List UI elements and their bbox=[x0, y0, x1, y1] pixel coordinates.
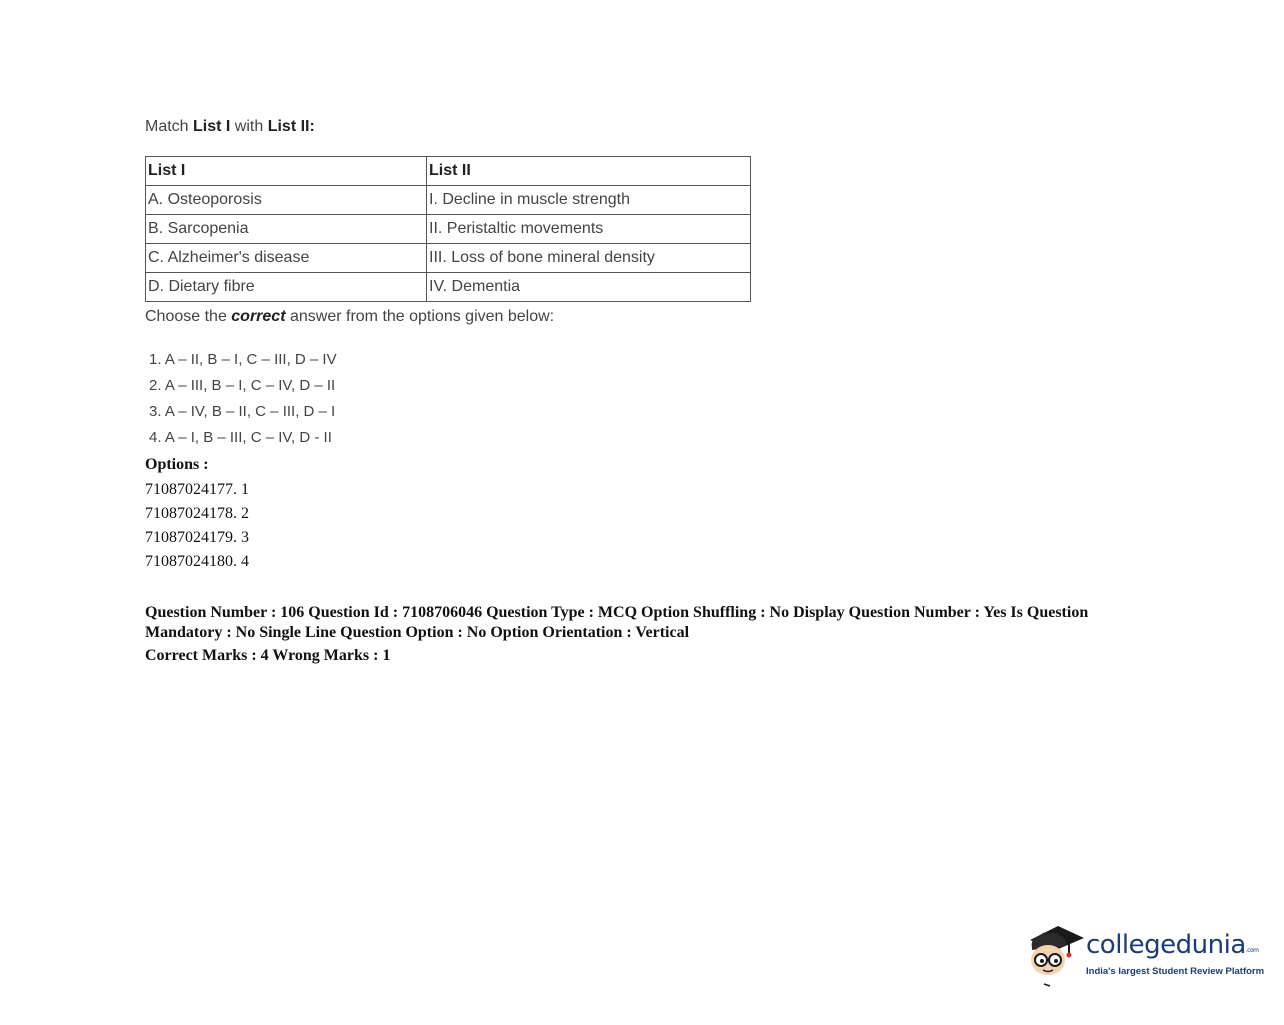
logo-suffix: .com bbox=[1245, 947, 1259, 954]
prompt-list2: List II: bbox=[267, 118, 315, 135]
table-cell: C. Alzheimer's disease bbox=[146, 244, 427, 273]
answer-list bbox=[149, 348, 337, 452]
table-row bbox=[146, 273, 751, 302]
answer-item: 3. A – IV, B – II, C – III, D – I bbox=[149, 403, 336, 420]
match-table bbox=[145, 156, 751, 302]
answer-item: 1. A – II, B – I, C – III, D – IV bbox=[149, 351, 337, 368]
option-item: 71087024180. 4 bbox=[145, 553, 249, 570]
table-cell: IV. Dementia bbox=[427, 273, 751, 302]
collegedunia-logo bbox=[1024, 918, 1264, 990]
choose-emph: correct bbox=[231, 308, 286, 325]
mascot-icon bbox=[1024, 918, 1086, 988]
choose-post: answer from the options given below: bbox=[285, 308, 555, 325]
prompt-list1: List I bbox=[193, 118, 231, 135]
table-cell: I. Decline in muscle strength bbox=[427, 186, 751, 215]
table-header-list1: List I bbox=[146, 157, 427, 186]
table-cell: A. Osteoporosis bbox=[146, 186, 427, 215]
table-cell: D. Dietary fibre bbox=[146, 273, 427, 302]
option-item: 71087024179. 3 bbox=[145, 529, 249, 546]
question-meta-details: Question Number : 106 Question Id : 7108706046 Question Type : MCQ Option Shuffling : No Display Question Number : Yes Is Question Mandatory : No Single Line Question Option : No Option Orientation : Vertical bbox=[145, 604, 1089, 641]
options-list bbox=[145, 454, 249, 574]
table-row bbox=[146, 215, 751, 244]
prompt-pre: Match bbox=[145, 118, 194, 135]
logo-tagline: India's largest Student Review Platform bbox=[1086, 966, 1265, 977]
table-row bbox=[146, 244, 751, 273]
logo-wordmark bbox=[1086, 930, 1259, 960]
table-cell: III. Loss of bone mineral density bbox=[427, 244, 751, 273]
answer-item: 2. A – III, B – I, C – IV, D – II bbox=[149, 377, 336, 394]
options-label: Options : bbox=[145, 456, 209, 473]
prompt-mid: with bbox=[230, 118, 268, 135]
choose-pre: Choose the bbox=[145, 308, 232, 325]
logo-brand-text: collegedunia bbox=[1086, 930, 1246, 960]
table-cell: B. Sarcopenia bbox=[146, 215, 427, 244]
table-cell: II. Peristaltic movements bbox=[427, 215, 751, 244]
question-meta bbox=[145, 603, 1135, 666]
match-prompt bbox=[145, 116, 845, 138]
answer-item: 4. A – I, B – III, C – IV, D - II bbox=[149, 429, 332, 446]
option-item: 71087024178. 2 bbox=[145, 505, 249, 522]
option-item: 71087024177. 1 bbox=[145, 481, 249, 498]
question-marks: Correct Marks : 4 Wrong Marks : 1 bbox=[145, 647, 391, 664]
question-block bbox=[145, 116, 845, 446]
table-header-row bbox=[146, 157, 751, 186]
table-header-list2: List II bbox=[427, 157, 751, 186]
table-row bbox=[146, 186, 751, 215]
choose-instruction bbox=[145, 306, 554, 328]
